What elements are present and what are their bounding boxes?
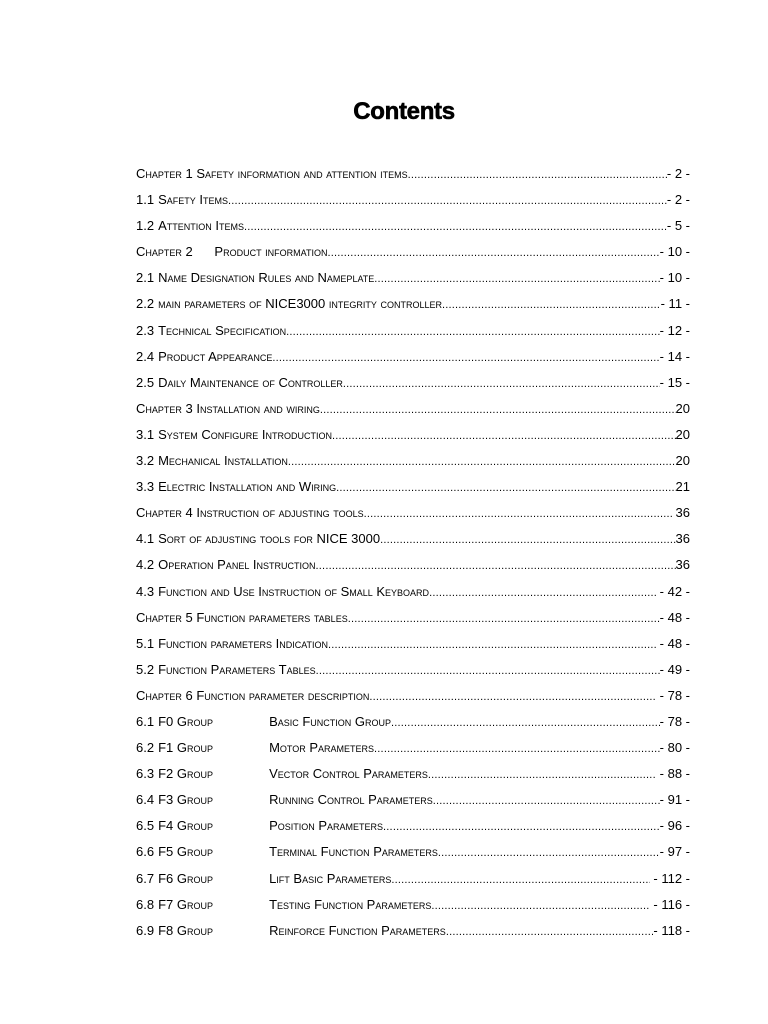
toc-entry-page: - 91 -: [659, 792, 690, 808]
toc-leader-dots: [320, 399, 676, 421]
toc-entry[interactable]: [136, 554, 690, 580]
toc-entry-page: - 2 -: [666, 166, 690, 181]
toc-leader-dots: [272, 347, 659, 369]
toc-entry-number: 5.1: [136, 635, 155, 651]
toc-leader-dots: [369, 686, 656, 708]
toc-entry-number: 6.5: [136, 818, 155, 834]
toc-entry-page: 20: [675, 426, 690, 442]
toc-entry-page: - 78 -: [656, 687, 690, 703]
toc-entry-group: F5 Group: [158, 844, 213, 860]
toc-entry-text: Position Parameters: [269, 818, 384, 834]
toc-entry[interactable]: [136, 502, 690, 528]
toc-group-entry[interactable]: [136, 711, 690, 737]
toc-entry-text: Chapter 3 Installation and wiring: [136, 400, 320, 416]
toc-entry-page: - 96 -: [659, 818, 690, 834]
toc-entry-number: 2.5: [136, 374, 155, 390]
toc-entry-number: 6.1: [136, 713, 155, 729]
toc-entry-number: 1.2: [136, 218, 155, 234]
toc-entry-page: 36: [675, 557, 690, 573]
toc-entry-text: Testing Function Parameters: [269, 896, 432, 912]
toc-entry-number: 6.2: [136, 740, 155, 756]
toc-entry-number: 6.6: [136, 844, 155, 860]
toc-entry-text: Chapter 4 Instruction of adjusting tools: [136, 505, 364, 521]
toc-entry-page: - 10 -: [659, 244, 690, 260]
toc-leader-dots: [343, 373, 660, 395]
toc-entry-page: 20: [675, 400, 690, 416]
toc-leader-dots: [383, 816, 660, 838]
toc-leader-dots: [336, 477, 675, 499]
toc-entry-page: - 116 -: [649, 896, 690, 912]
toc-leader-dots: [244, 216, 667, 238]
toc-leader-dots: [332, 425, 676, 447]
toc-entry-page: - 118 -: [653, 922, 690, 938]
toc-leader-dots: [288, 451, 676, 473]
toc-entry-text: Function parameters Indication: [158, 635, 329, 651]
table-of-contents: [136, 163, 690, 946]
toc-leader-dots: [348, 608, 660, 630]
toc-entry-number: 2.2: [136, 296, 155, 312]
toc-group-entry[interactable]: [136, 894, 690, 920]
toc-entry[interactable]: [136, 267, 690, 293]
toc-entry-number: 4.2: [136, 557, 155, 573]
toc-entry-text: System Configure Introduction: [158, 426, 332, 442]
toc-entry-page: - 11 -: [660, 296, 690, 312]
toc-entry-text: Vector Control Parameters: [269, 766, 428, 782]
toc-leader-dots: [380, 529, 675, 551]
toc-entry-group: F2 Group: [158, 766, 213, 782]
toc-entry[interactable]: [136, 528, 690, 554]
toc-entry-text: Attention Items: [158, 218, 244, 234]
toc-entry[interactable]: [136, 320, 690, 346]
toc-entry[interactable]: [136, 581, 690, 607]
toc-entry-number: 5.2: [136, 661, 155, 677]
toc-entry-page: - 48 -: [656, 635, 690, 651]
toc-entry[interactable]: [136, 372, 690, 398]
toc-entry-text: Motor Parameters: [269, 740, 375, 756]
toc-entry-page: 36: [675, 531, 690, 547]
toc-entry-page: 21: [675, 479, 690, 495]
toc-entry-group: F3 Group: [158, 792, 213, 808]
toc-entry-text: Electric Installation and Wiring: [158, 479, 337, 495]
toc-entry-group: F7 Group: [158, 896, 213, 912]
toc-entry[interactable]: [136, 450, 690, 476]
toc-entry-group: F0 Group: [158, 713, 213, 729]
toc-entry-group: F6 Group: [158, 870, 213, 886]
toc-leader-dots: [316, 555, 676, 577]
toc-leader-dots: [286, 321, 660, 343]
toc-entry[interactable]: [136, 685, 690, 711]
toc-leader-dots: [374, 268, 659, 290]
toc-entry-number: 6.7: [136, 870, 155, 886]
toc-entry[interactable]: [136, 633, 690, 659]
toc-entry-number: 4.3: [136, 583, 155, 599]
toc-entry-text: Function and Use Instruction of Small Keyboard: [158, 583, 430, 599]
toc-entry-number: 4.1: [136, 531, 155, 547]
toc-entry-page: - 78 -: [659, 713, 690, 729]
toc-leader-dots: [431, 895, 649, 917]
toc-entry-number: 6.3: [136, 766, 155, 782]
toc-group-entry[interactable]: [136, 737, 690, 763]
toc-leader-dots: [428, 764, 656, 786]
toc-entry-page: - 12 -: [659, 322, 690, 338]
toc-entry-text: Lift Basic Parameters: [269, 870, 392, 886]
toc-entry-page: - 88 -: [656, 766, 690, 782]
toc-entry-text: Operation Panel Instruction: [158, 557, 316, 573]
toc-entry-page: 20: [675, 453, 690, 469]
toc-leader-dots: [364, 503, 672, 525]
toc-entry-number: 6.4: [136, 792, 155, 808]
toc-entry-text: Running Control Parameters: [269, 792, 433, 808]
toc-leader-dots: [408, 164, 667, 186]
toc-entry-number: 3.2: [136, 453, 155, 469]
toc-leader-dots: [316, 660, 660, 682]
toc-entry-page: 36: [671, 505, 690, 521]
toc-entry-page: - 42 -: [656, 583, 690, 599]
toc-leader-dots: [429, 582, 656, 604]
toc-entry-number: 1.1: [136, 192, 155, 208]
toc-entry[interactable]: [136, 424, 690, 450]
toc-entry[interactable]: [136, 215, 690, 241]
toc-entry[interactable]: [136, 293, 690, 319]
page-title: Contents: [353, 98, 455, 125]
toc-entry-page: - 14 -: [659, 348, 690, 364]
toc-entry-number: 6.8: [136, 896, 155, 912]
toc-entry-text: Chapter 6 Function parameter description: [136, 687, 370, 703]
toc-entry-text: Mechanical Installation: [158, 453, 288, 469]
toc-entry-page: - 49 -: [659, 661, 690, 677]
toc-entry-text: Technical Specification: [158, 322, 287, 338]
toc-leader-dots: [446, 921, 654, 943]
toc-entry[interactable]: [136, 163, 690, 189]
toc-leader-dots: [391, 869, 649, 891]
toc-entry-text: Sort of adjusting tools for NICE 3000: [158, 531, 381, 547]
toc-entry-page: - 5 -: [666, 218, 690, 234]
toc-leader-dots: [228, 190, 667, 212]
toc-entry-text: main parameters of NICE3000 integrity controller: [158, 296, 442, 312]
toc-entry-text: Function Parameters Tables: [158, 661, 316, 677]
toc-entry-text: Terminal Function Parameters: [269, 844, 438, 860]
toc-entry-page: - 2 -: [666, 192, 690, 208]
toc-entry-text: Daily Maintenance of Controller: [158, 374, 343, 390]
toc-entry-text: Safety Items: [158, 192, 228, 208]
toc-entry-number: 2.4: [136, 348, 155, 364]
toc-entry-group: F4 Group: [158, 818, 213, 834]
toc-entry-page: - 10 -: [659, 270, 690, 286]
toc-leader-dots: [391, 712, 660, 734]
toc-group-entry[interactable]: [136, 789, 690, 815]
toc-entry-text: Chapter 5 Function parameters tables: [136, 609, 348, 625]
toc-entry-page: - 80 -: [659, 740, 690, 756]
toc-entry-text: Name Designation Rules and Nameplate: [158, 270, 375, 286]
toc-group-entry[interactable]: [136, 868, 690, 894]
toc-entry-text: Chapter 1 Safety information and attention items: [136, 166, 408, 181]
toc-entry-group: F1 Group: [158, 740, 213, 756]
toc-entry-number: 3.1: [136, 426, 155, 442]
toc-entry[interactable]: [136, 398, 690, 424]
toc-leader-dots: [438, 842, 660, 864]
toc-group-entry[interactable]: [136, 763, 690, 789]
toc-leader-dots: [433, 790, 660, 812]
toc-entry-page: - 112 -: [649, 870, 690, 886]
toc-group-entry[interactable]: [136, 920, 690, 946]
toc-entry-text: Reinforce Function Parameters: [269, 922, 446, 938]
toc-leader-dots: [328, 634, 656, 656]
toc-entry[interactable]: [136, 607, 690, 633]
toc-group-entry[interactable]: [136, 841, 690, 867]
toc-entry[interactable]: [136, 659, 690, 685]
toc-entry-number: 6.9: [136, 922, 155, 938]
toc-leader-dots: [442, 294, 661, 316]
toc-entry[interactable]: [136, 346, 690, 372]
toc-leader-dots: [374, 738, 660, 760]
toc-entry[interactable]: [136, 189, 690, 215]
toc-entry[interactable]: [136, 476, 690, 502]
toc-entry-text: Product Appearance: [158, 348, 273, 364]
toc-entry-text: Chapter 2 Product information: [136, 244, 328, 260]
toc-entry-group: F8 Group: [158, 922, 213, 938]
toc-entry-page: - 15 -: [659, 374, 690, 390]
toc-entry-page: - 97 -: [659, 844, 690, 860]
toc-entry-number: 2.3: [136, 322, 155, 338]
toc-leader-dots: [328, 242, 660, 264]
toc-entry[interactable]: [136, 241, 690, 267]
toc-group-entry[interactable]: [136, 815, 690, 841]
toc-entry-number: 3.3: [136, 479, 155, 495]
toc-entry-text: Basic Function Group: [269, 713, 392, 729]
toc-entry-page: - 48 -: [659, 609, 690, 625]
toc-entry-number: 2.1: [136, 270, 155, 286]
